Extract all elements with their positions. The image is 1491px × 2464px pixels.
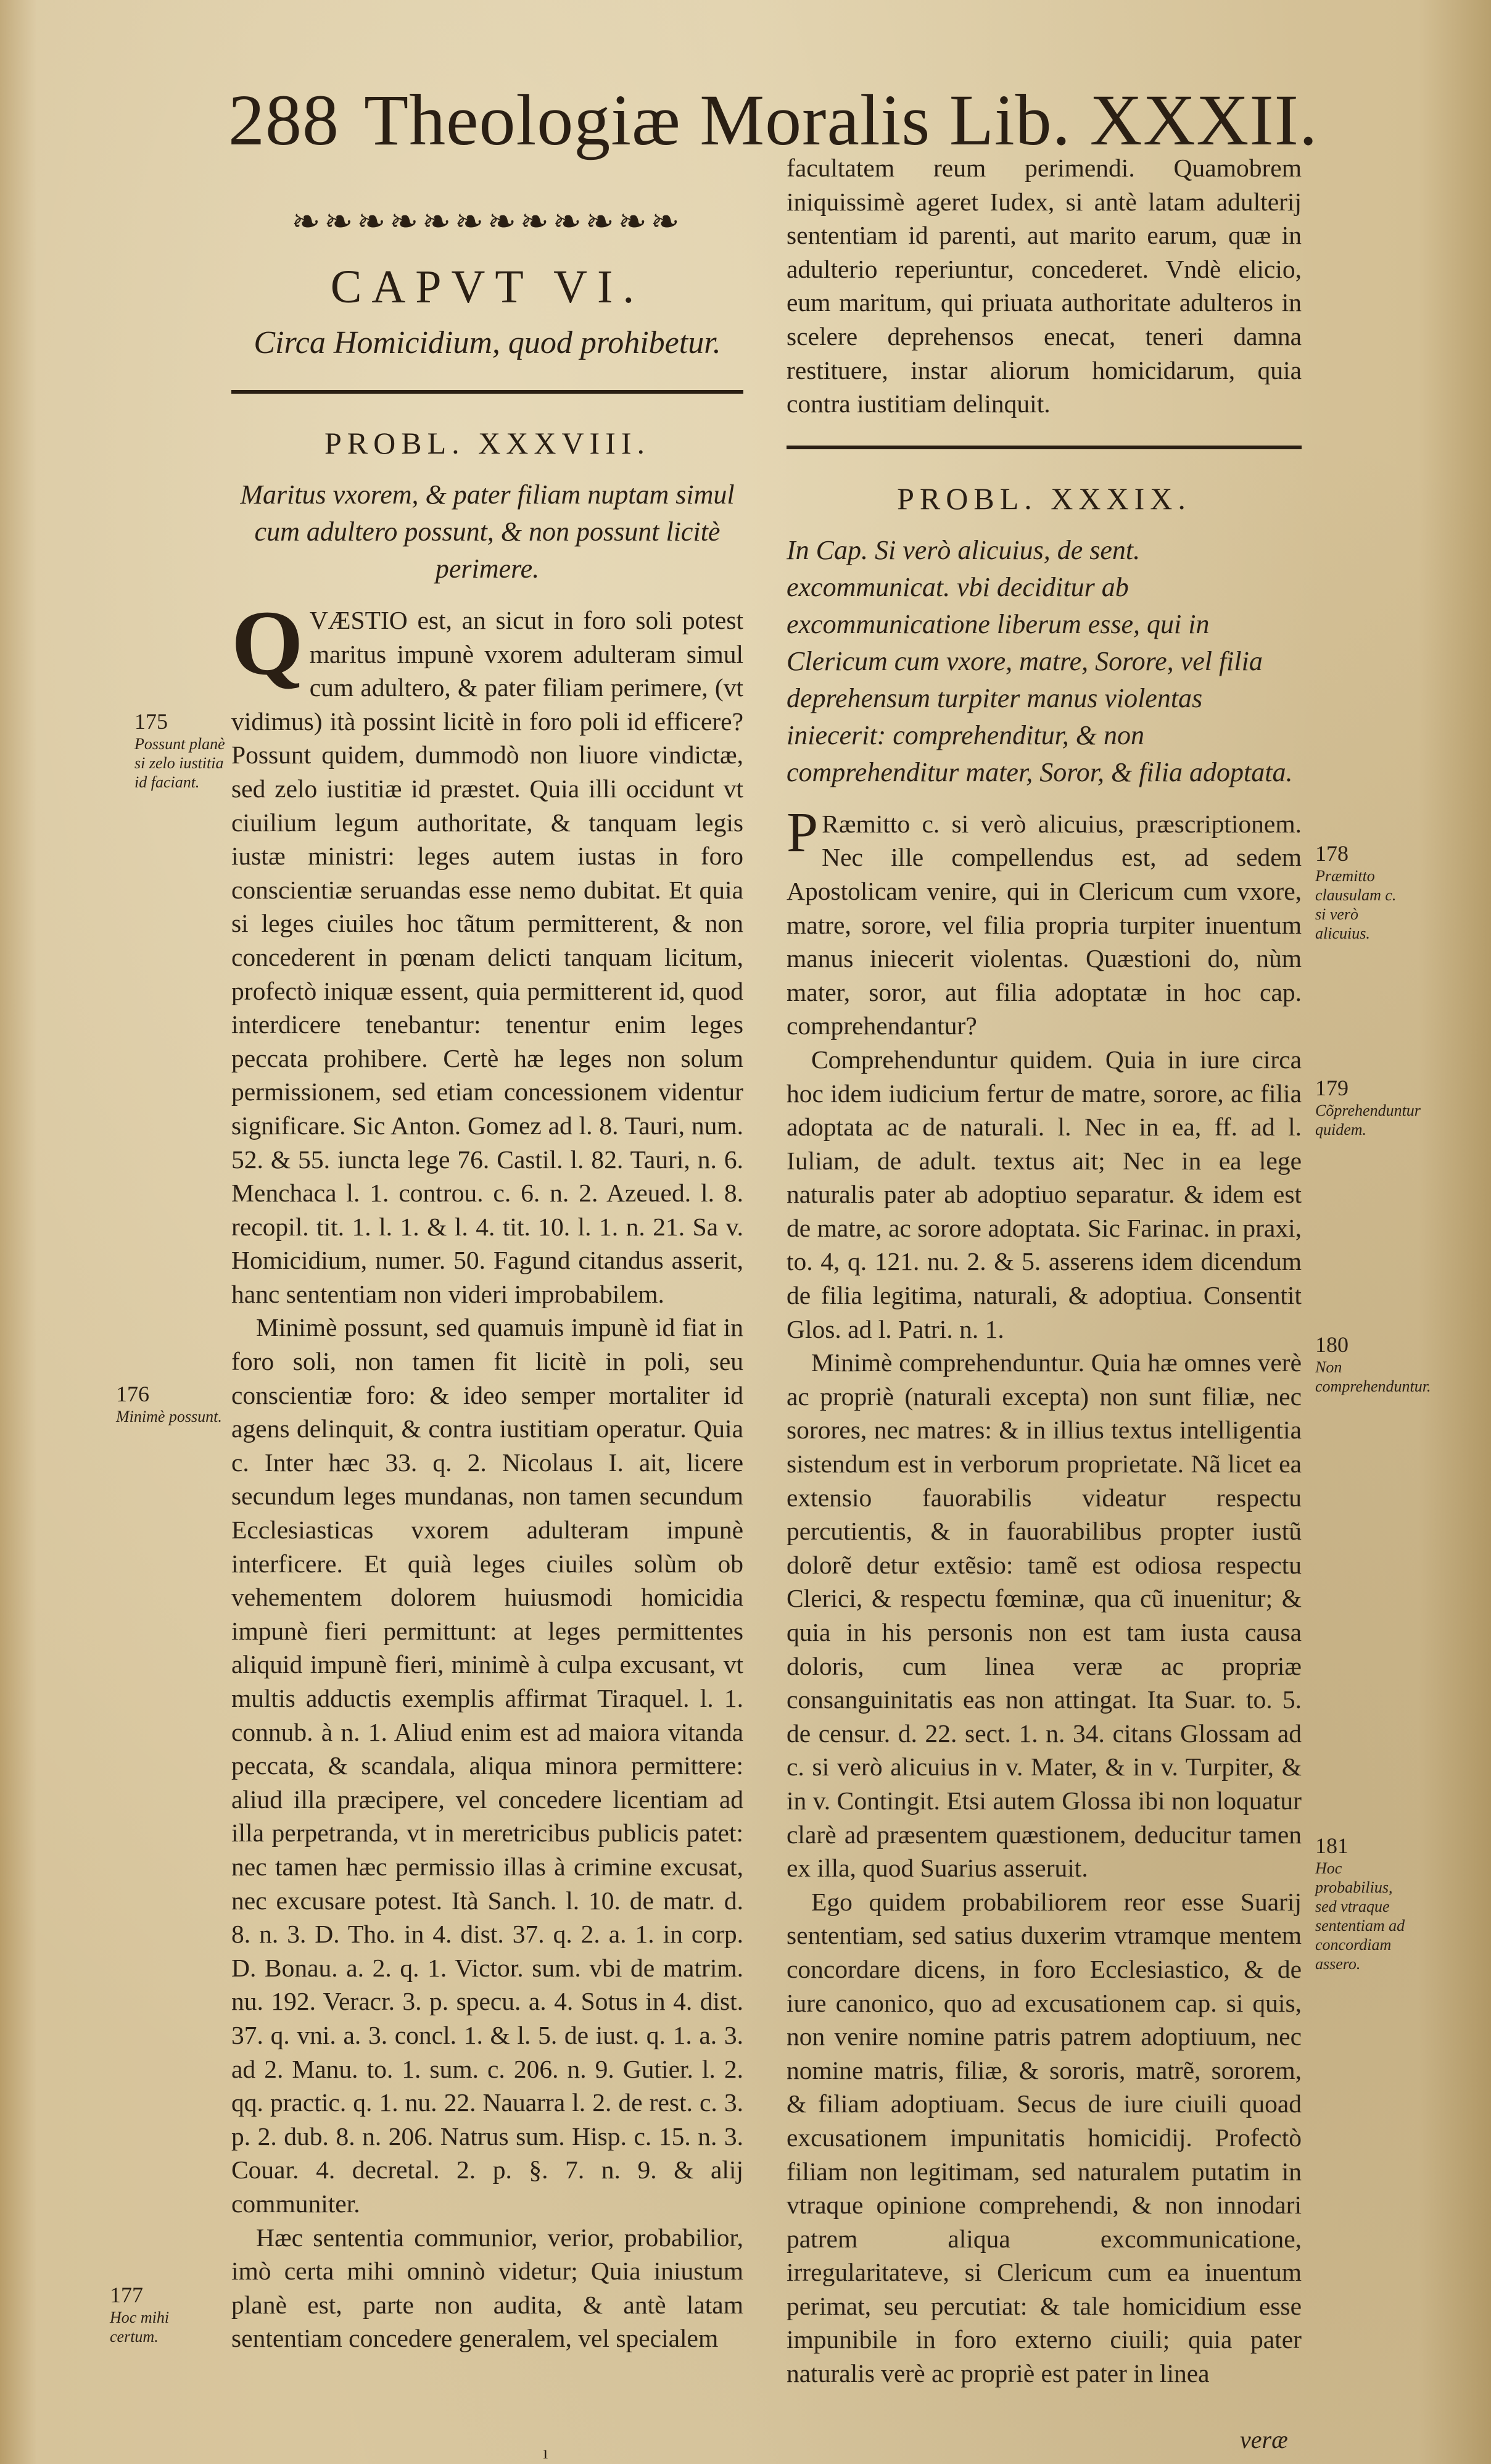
running-title: Theologiæ Moralis Lib. XXXII. [364,80,1318,160]
margin-note [1315,840,1402,943]
paragraph: Hæc sententia communior, verior, probabilior, imò certa mihi omninò videtur; Quia iniustum planè est, parte non audita, & antè latam sententiam concedere generalem, vel specialem [231,2223,743,2353]
margin-note-text: Possunt planè si zelo iustitia id faciant. [134,735,225,791]
margin-note-number: 181 [1315,1833,1349,1858]
margin-note-text: Non comprehenduntur. [1315,1358,1431,1395]
left-column [231,197,743,2355]
margin-note-text: Hoc probabilius, sed vtraque sententiam ad concordiam assero. [1315,1859,1405,1973]
problem-summary: Maritus vxorem, & pater filiam nuptam simul cum adultero possunt, & non possunt licitè perimere. [240,479,735,584]
section-divider [787,446,1302,449]
problem-heading: PROBL. XXXVIII. [324,426,651,460]
margin-note-number: 179 [1315,1076,1349,1100]
margin-note [110,2282,218,2346]
margin-note-number: 178 [1315,841,1349,866]
paragraph-text: VÆSTIO est, an sicut in foro soli potest maritus impunè vxorem adulteram simul cum adultero, & pater filiam perimere, (vt vidimus) ità possint licitè in foro poli id efficere? Possunt quidem, dummodò non liuore vindictæ, sed zelo iustitiæ id præstet. Quia illi occidunt vt ciuilium legum authoritate, & tanquam legis iustæ ministri: leges autem iustas in foro conscientiæ seruandas esse nemo dubitat. Et quia si leges ciuiles hoc tãtum permitterent, & non concederent in pœnam delicti tanquam licitum, profectò iniquæ essent, quia permitterent id, quod interdicere tenebantur: tenentur enim leges peccata prohibere. Certè hæ leges non solum permissionem, sed etiam concessionem videntur significare. Sic Anton. Gomez ad l. 8. Tauri, num. 52. & 55. iuncta lege 76. Castil. l. 82. Tauri, n. 6. Menchaca l. 1. controu. c. 6. n. 2. Azeued. l. 8. recopil. tit. 1. l. 1. & l. 4. tit. 10. l. 1. n. 21. Sa v. Homicidium, numer. 50. Fagund citandus asserit, hanc sententiam non videri improbabilem. [231,606,743,1308]
problem-summary: In Cap. Si verò alicuius, de sent. excommunicat. vbi deciditur ab excommunicatione liberum esse, qui in Clericum cum vxore, matre, Sorore, vel filia deprehensum turpiter manus violentas iniecerit: comprehenditur, & non comprehenditur mater, Soror, & filia adoptata. [787,534,1293,787]
catchword: veræ [1240,2426,1288,2454]
paragraph: Ego quidem probabiliorem reor esse Suarij sententiam, sed satius duxerim vtramque mentem concordare dicens, in foro Ecclesiastico, & de iure canonico, quo ad excusationem cap. si quis, non venire nomine patris patrem adoptiuum, nec nomine matris, filiæ, & sororis, matrẽ, sororem, & filiam adoptiuam. Secus de iure ciuili quoad excusationem impunitatis homicidij. Profectò filiam non legitimam, sed naturalem putatim in vtraque opinione comprehendi, & non innodari patrem aliqua excommunicatione, irregularitateve, si Clericum cum ea inuentum perimat, seu percutiat: & tale homicidium esse impunibile in foro externo ciuili; quia pater naturalis verè ac propriè est pater in linea [787,1887,1302,2388]
margin-note-text: Præmitto clausulam c. si verò alicuius. [1315,867,1397,942]
paragraph: facultatem reum perimendi. Quamobrem iniquissimè ageret Iudex, si antè latam adulterij sententiam id parenti, aut marito earum, quæ in adulterio reperiuntur, concederet. Vndè elicio, eum maritum, qui priuata authoritate adulteros in scelere deprehensos enecat, teneri damna restituere, instar aliorum homicidarum, quia contra iustitiam delinquit. [787,154,1302,418]
margin-note-number: 176 [116,1382,149,1406]
drop-cap: Q [231,592,304,694]
chapter-subtitle: Circa Homicidium, quod prohibetur. [254,325,721,360]
paragraph-text: Ræmitto c. si verò alicuius, præscriptionem. Nec ille compellendus est, ad sedem Apostolicam venire, qui in Clericum cum vxore, matre, sorore, vel filia propria turpiter inuentum manus iniecerit violentas. Quæstioni do, nùm mater, soror, aut filia adoptatæ in hoc cap. comprehendantur? [787,809,1302,1040]
margin-note-number: 175 [134,709,168,734]
paragraph: Minimè comprehenduntur. Quia hæ omnes verè ac propriè (naturali excepta) non sunt filiæ, nec sorores, nec matres: & in illius textus intelligentia sistendum est in verborum proprietate. Nã licet ea extensio fauorabilis videatur respectu percutientis, & in fauorabilibus propter iustũ dolorẽ detur extẽsio: tamẽ est odiosa respectu Clerici, & respectu fœminæ, qua cũ inuenitur; & quia in his personis non est tam iusta causa doloris, cum linea veræ ac propriæ consanguinitatis eas non attingat. Ita Suar. to. 5. de censur. d. 22. sect. 1. n. 34. citans Glossam ad c. si verò alicuius in v. Mater, & in v. Turpiter, & in v. Contingit. Etsi autem Glossa ibi non loquatur clarè ad præsentem quæstionem, deducitur tamen ex illa, quod Suarius asseruit. [787,1348,1302,1883]
margin-note [1315,1075,1421,1139]
initial-letter: P [787,800,819,863]
margin-note-text: Hoc mihi certum. [110,2308,170,2346]
page-number: 288 [228,80,339,160]
chapter-label: CAPVT VI. [330,261,645,313]
paragraph: Comprehenduntur quidem. Quia in iure circa hoc idem iudicium fertur de matre, sorore, ac filia adoptata ac de naturali. l. Nec in ea, ff. ad l. Iuliam, de adult. textus ait; Nec in ea lege naturalis pater ab adoptiuo separatur. & idem est de matre, ac sorore adoptata. Sic Farinac. in praxi, to. 4, q. 121. nu. 2. & 5. asserens idem dicendum de filia legitima, naturali, & adoptiua. Consentit Glos. ad l. Patri. n. 1. [787,1045,1302,1343]
margin-note-number: 180 [1315,1332,1349,1357]
paragraph [231,592,743,1311]
fleuron-ornament: ❧❧❧❧❧❧❧❧❧❧❧❧ [291,203,684,241]
margin-note [1315,1833,1408,1973]
problem-heading: PROBL. XXXIX. [897,481,1191,516]
margin-note-number: 177 [110,2283,143,2307]
margin-note [134,708,227,792]
right-column [787,151,1302,2391]
paragraph: Minimè possunt, sed quamuis impunè id fiat in foro soli, non tamen fit licitè in poli, seu conscientiæ foro: & ideo semper mortaliter id agens delinquit, & contra iustitiam operatur. Quia c. Inter hæc 33. q. 2. Nicolaus I. ait, licere secundum leges mundanas, non tamen secundum Ecclesiasticas vxorem adulteram impunè interficere. Et quià leges ciuiles solùm ob vehementem dolorem huiusmodi homicidia impunè fieri permittunt: at leges permittentes aliquid impunè fieri, minimè à culpa excusant, vt multis adductis exemplis affirmat Tiraquel. l. 1. connub. à n. 1. Aliud enim est ad maiora vitanda peccata, & scandala, aliqua minora permittere: aliud illa præcipere, vel concedere licentiam ad illa perpetranda, vt in meretricibus publicis patet: nec tamen hæc permissio illas à crimine excusat, nec excusare potest. Ità Sanch. l. 10. de matr. d. 8. n. 3. D. Tho. in 4. dist. 37. q. 2. a. 1. in corp. D. Bonau. a. 2. q. 1. Victor. sum. vbi de matrim. nu. 192. Veracr. 3. p. specu. a. 4. Sotus in 4. dist. 37. q. vni. a. 3. concl. 1. & l. 5. de iust. q. 1. a. 3. ad 2. Manu. to. 1. sum. c. 206. n. 9. Gutier. l. 2. qq. practic. q. 1. nu. 22. Nauarra l. 2. de rest. c. 3. p. 2. dub. 8. n. 206. Natrus sum. Hisp. c. 15. n. 3. Couar. 4. decretal. 2. p. §. 7. n. 9. & alij communiter. [231,1313,743,2218]
folio-mark: ı [543,2442,548,2463]
margin-note [1315,1332,1431,1396]
margin-note [116,1381,224,1426]
section-divider [231,390,743,394]
paragraph [787,800,1302,1043]
margin-note-text: Cõprehenduntur quidem. [1315,1101,1421,1139]
margin-note-text: Minimè possunt. [116,1408,222,1425]
